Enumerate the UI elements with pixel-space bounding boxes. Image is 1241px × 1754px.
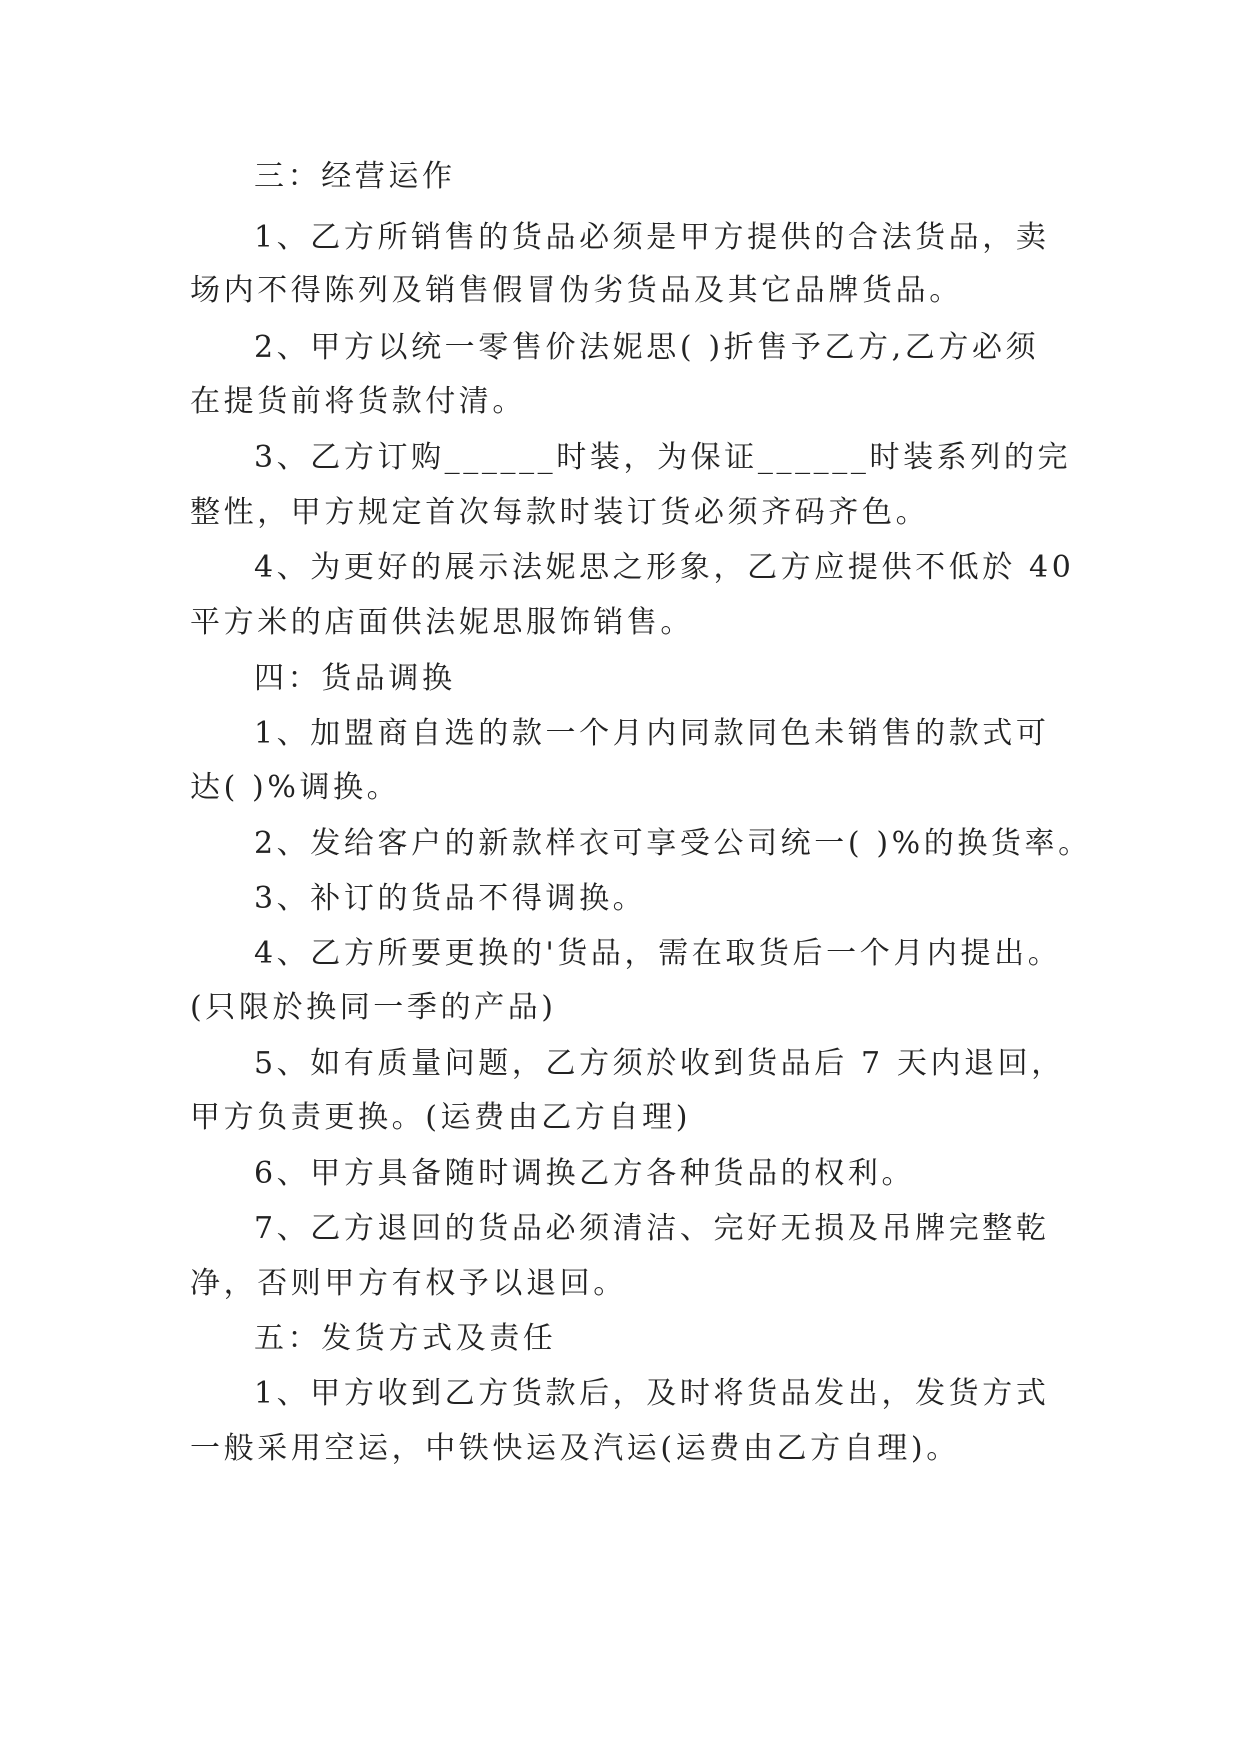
paragraph-line: 达( )%调换。 bbox=[190, 770, 401, 805]
paragraph-line: 4、为更好的展示法妮思之形象，乙方应提供不低於 40 bbox=[254, 550, 1075, 585]
paragraph-line: 7、乙方退回的货品必须清洁、完好无损及吊牌完整乾 bbox=[254, 1211, 1050, 1246]
paragraph-line: 5、如有质量问题，乙方须於收到货品后 7 天内退回， bbox=[254, 1046, 1065, 1081]
paragraph-line: 整性，甲方规定首次每款时装订货必须齐码齐色。 bbox=[190, 495, 930, 530]
paragraph-line: 1、甲方收到乙方货款后，及时将货品发出，发货方式 bbox=[254, 1376, 1050, 1411]
paragraph-line: 1、乙方所销售的货品必须是甲方提供的合法货品，卖 bbox=[254, 220, 1050, 255]
paragraph-line: 2、甲方以统一零售价法妮思( )折售予乙方,乙方必须 bbox=[254, 330, 1040, 365]
paragraph-line: 1、加盟商自选的款一个月内同款同色未销售的款式可 bbox=[254, 716, 1050, 751]
paragraph-line: 场内不得陈列及销售假冒伪劣货品及其它品牌货品。 bbox=[190, 273, 963, 308]
section-heading-exchange: 四：货品调换 bbox=[254, 661, 456, 696]
paragraph-line: 4、乙方所要更换的'货品，需在取货后一个月内提出。 bbox=[254, 936, 1062, 971]
paragraph-line: 2、发给客户的新款样衣可享受公司统一( )%的换货率。 bbox=[254, 826, 1092, 861]
paragraph-line: 3、乙方订购______时装，为保证______时装系列的完 bbox=[254, 440, 1072, 475]
paragraph-line: 6、甲方具备随时调换乙方各种货品的权利。 bbox=[254, 1156, 916, 1191]
paragraph-line: 净，否则甲方有权予以退回。 bbox=[190, 1266, 627, 1301]
section-heading-operations: 三：经营运作 bbox=[254, 159, 456, 194]
paragraph-line: (只限於换同一季的产品) bbox=[190, 990, 557, 1025]
paragraph-line: 甲方负责更换。(运费由乙方自理) bbox=[190, 1100, 692, 1135]
paragraph-line: 3、补订的货品不得调换。 bbox=[254, 881, 647, 916]
section-heading-shipping: 五：发货方式及责任 bbox=[254, 1321, 557, 1356]
paragraph-line: 平方米的店面供法妮思服饰销售。 bbox=[190, 605, 694, 640]
paragraph-line: 在提货前将货款付清。 bbox=[190, 384, 526, 419]
paragraph-line: 一般采用空运，中铁快运及汽运(运费由乙方自理)。 bbox=[190, 1431, 960, 1466]
